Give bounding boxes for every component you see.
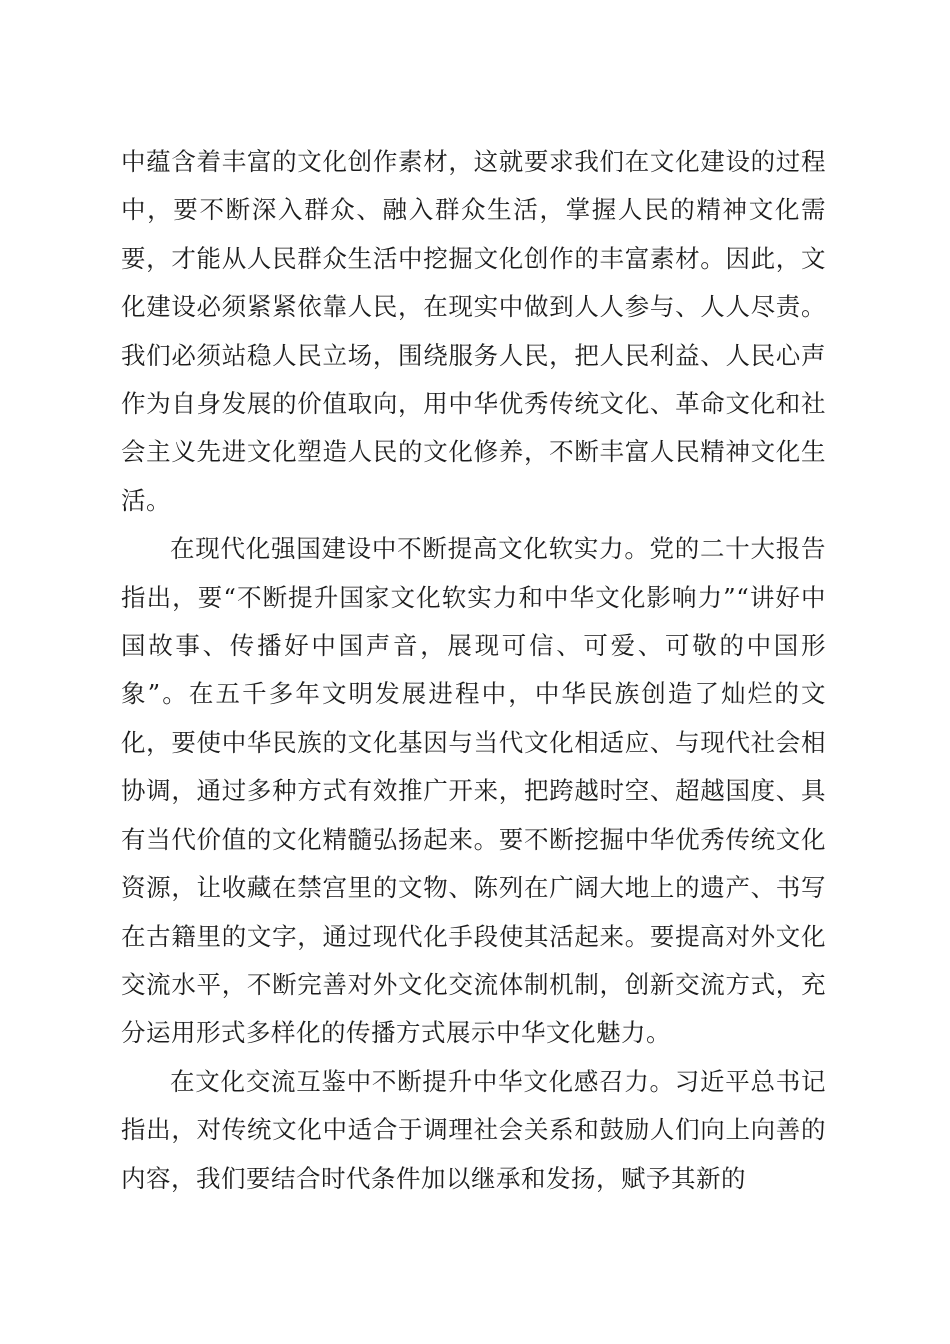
paragraph-1: 中蕴含着丰富的文化创作素材，这就要求我们在文化建设的过程中，要不断深入群众、融入群众生活，掌握人民的精神文化需要，才能从人民群众生活中挖掘文化创作的丰富素材。因此，文化建设必须紧紧依靠人民，在现实中做到人人参与、人人尽责。我们必须站稳人民立场，围绕服务人民，把人民利益、人民心声作为自身发展的价值取向，用中华优秀传统文化、革命文化和社会主义先进文化塑造人民的文化修养，不断丰富人民精神文化生活。 bbox=[121, 147, 826, 515]
document-body bbox=[121, 138, 826, 1203]
paragraph-3: 在文化交流互鉴中不断提升中华文化感召力。习近平总书记指出，对传统文化中适合于调理社会关系和鼓励人们向上向善的内容，我们要结合时代条件加以继承和发扬，赋予其新的 bbox=[121, 1066, 826, 1193]
paragraph-2: 在现代化强国建设中不断提高文化软实力。党的二十大报告指出，要“不断提升国家文化软实力和中华文化影响力”“讲好中国故事、传播好中国声音，展现可信、可爱、可敬的中国形象”。在五千多年文明发展进程中，中华民族创造了灿烂的文化，要使中华民族的文化基因与当代文化相适应、与现代社会相协调，通过多种方式有效推广开来，把跨越时空、超越国度、具有当代价值的文化精髓弘扬起来。要不断挖掘中华优秀传统文化资源，让收藏在禁宫里的文物、陈列在广阔大地上的遗产、书写在古籍里的文字，通过现代化手段使其活起来。要提高对外文化交流水平，不断完善对外文化交流体制机制，创新交流方式，充分运用形式多样化的传播方式展示中华文化魅力。 bbox=[121, 534, 826, 1048]
